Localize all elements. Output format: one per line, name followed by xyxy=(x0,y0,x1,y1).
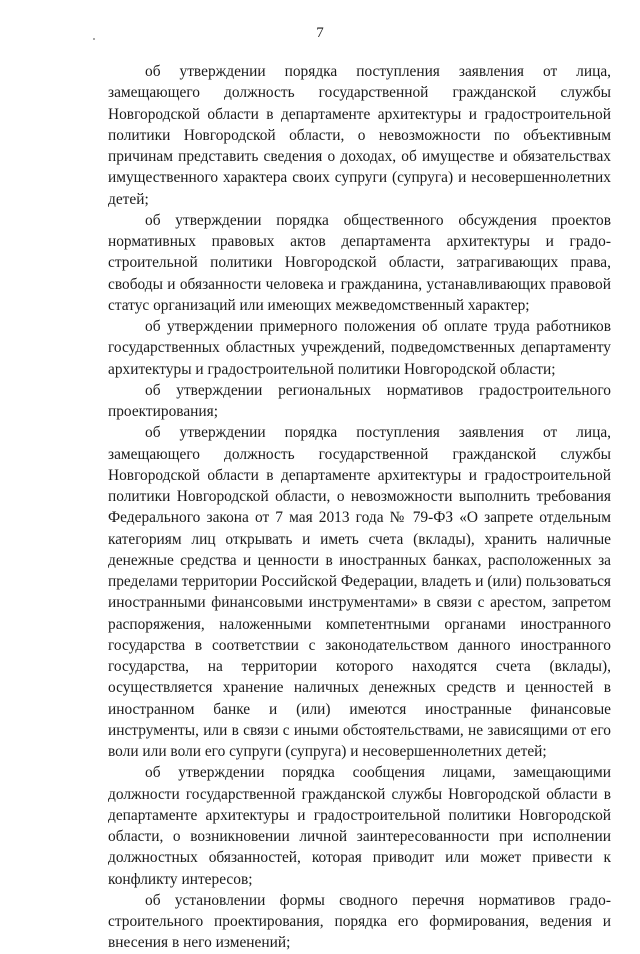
paragraph-conflict-of-interest-procedure: об утверждении порядка сообщения лицами, замещающими должности государственной гражданской службы Новгородской области в департаменте архитектуры и градостроительной политики Новгородской области, о возникновении личной заинтересованности при исполнении должностных обязанностей, которая приводит или может привести к конфликту интересов; xyxy=(108,764,611,888)
scan-speck xyxy=(93,38,95,40)
page-number: 7 xyxy=(316,25,324,41)
paragraph-payroll-regulation: об утверждении примерного положения об оплате труда работников государственных областных учреждений, подведомственных департаменту архитектуры и градостроительной политики Новгородской области; xyxy=(108,318,611,378)
paragraph-regional-standards: об утверждении региональных нормативов градостроительного проектирования; xyxy=(108,381,611,420)
paragraph-income-statement-procedure: об утверждении порядка поступления заявления от лица, замещающего должность государственной гражданской службы Новгородской области в департаменте архитектуры и градостроительной политики Новгородской области, о невозможности по объективным причинам представить сведения о доходах, об имуществе и обязательствах имущественного характера своих супруги (супруга) и несовершеннолетних детей; xyxy=(108,63,611,208)
paragraph-public-discussion-procedure: об утверждении порядка общественного обсуждения проектов нормативных правовых актов департамента архитектуры и градо-строительной политики Новгородской области, затрагивающих права, свободы и обязанности человека и гражданина, устанавливающих правовой статус организаций или имеющих межведомственный характер; xyxy=(108,211,611,314)
paragraph-foreign-accounts-procedure: об утверждении порядка поступления заявления от лица, замещающего должность государственной гражданской службы Новгородской области в департаменте архитектуры и градостроительной политики Новгородской области, о невозможности выполнить требования Федерального закона от 7 мая 2013 года № 79-ФЗ «О запрете отдельным категориям лиц открывать и иметь счета (вклады), хранить наличные денежные средства и ценности в иностранных банках, расположенных за пределами территории Российской Федерации, владеть и (или) пользоваться иностранными финансовыми инструментами» в связи с арестом, запретом распоряжения, наложенными компетентными органами иностранного государства в соответствии с законодательством данного иностранного государства, на территории которого находятся счета (вклады), осуществляется хранение наличных денежных средств и ценностей в иностранном банке и (или) имеются иностранные финансовые инструменты, или в связи с иными обстоятельствами, не зависящими от его воли или воли его супруги (супруга) и несовершеннолетних детей; xyxy=(108,424,611,760)
document-body xyxy=(108,61,611,954)
paragraph-standards-register-form: об установлении формы сводного перечня нормативов градо-строительного проектирования, порядка его формирования, ведения и внесения в него изменений; xyxy=(108,891,611,952)
